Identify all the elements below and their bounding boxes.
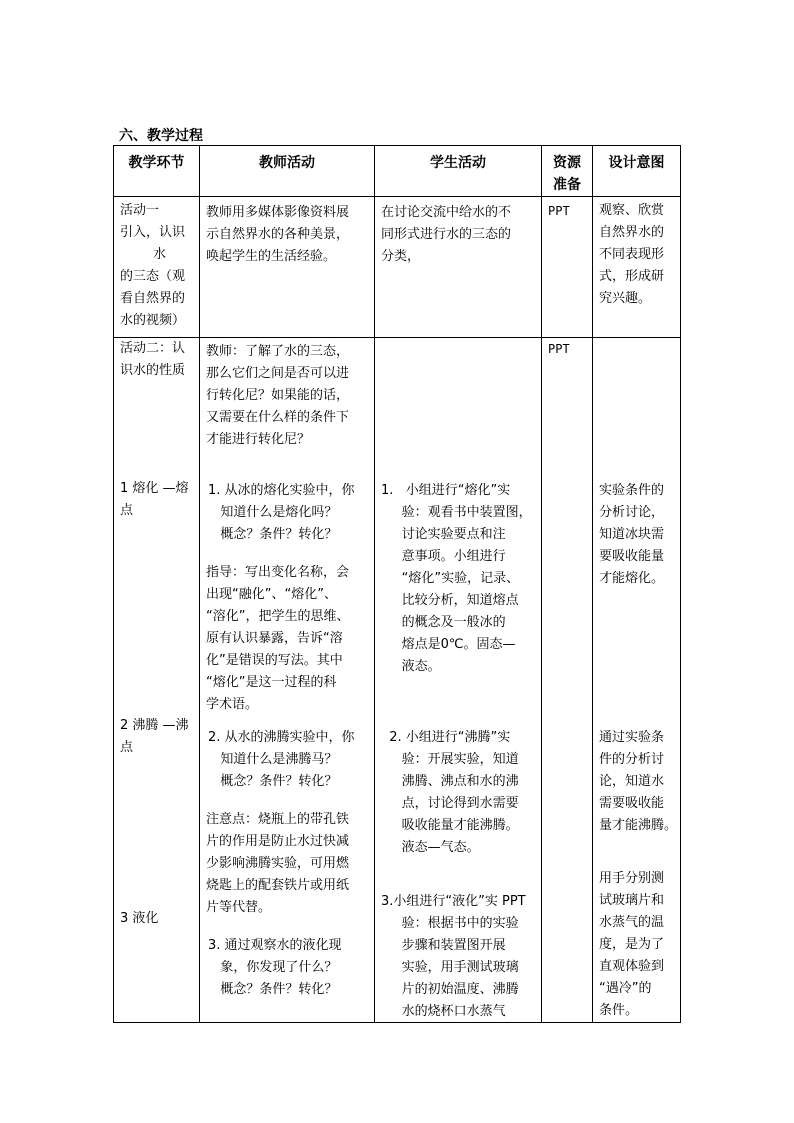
activity-1-row: [114, 197, 681, 338]
row2-student-melting: 1. 小组进行“熔化”实 验：观看书中装置图， 讨论实验要点和注 意事项。小组进行 “熔化”实验，记录、 比较分析，知道熔点 的概念及一般冰的 熔点是0℃。固态— 液态。: [381, 483, 532, 674]
activity-2-row: [114, 338, 681, 1023]
row2-teacher-note: 注意点：烧瓶上的带孔铁 片的作用是防止水过快减 少影响沸腾实验，可用燃 烧匙上的配套铁片或用纸 片等代替。: [206, 812, 350, 915]
header-stage: 教学环节: [114, 146, 200, 197]
row2-teacher-melting: 1. 从冰的熔化实验中，你 知道什么是熔化吗？ 概念？条件？转化？: [208, 483, 355, 542]
row2-resource: PPT: [548, 342, 570, 356]
row1-teacher: 教师用多媒体影像资料展 示自然界水的各种美景， 唤起学生的生活经验。: [206, 205, 350, 264]
row2-teacher-boiling: 2. 从水的沸腾实验中，你 知道什么是沸腾马？ 概念？条件？转化？: [208, 730, 355, 789]
row2-stage-melting: 1 熔化 —熔 点: [120, 481, 189, 518]
row2-student-liquefaction: 3.小组进行“液化”实 PPT 验：根据书中的实验 步骤和装置图开展 实验，用手测试玻璃 片的初始温度、沸腾 水的烧杯口水蒸气: [381, 894, 526, 1019]
row2-stage-intro: 活动二：认 识水的性质: [120, 341, 186, 378]
row1-student: 在讨论交流中给水的不 同形式进行水的三态的 分类，: [381, 205, 512, 264]
row2-intent-melting: 实验条件的 分析讨论， 知道冰块需 要吸收能量 才能熔化。: [599, 483, 665, 586]
header-intent: 设计意图: [593, 146, 681, 197]
teaching-process-table: [113, 145, 681, 1023]
row2-student-boiling: 2. 小组进行“沸腾”实 验：开展实验，知道 沸腾、沸点和水的沸 点，讨论得到水需要 吸收能量才能沸腾。 液态—气态。: [389, 730, 519, 855]
header-teacher: 教师活动: [200, 146, 375, 197]
section-title: 六、教学过程: [119, 128, 203, 144]
row1-resource: PPT: [548, 204, 570, 218]
row1-stage: 活动一 引入，认识 水 的三态（观 看自然界的 水的视频）: [120, 203, 186, 328]
row2-teacher-intro: 教师：了解了水的三态， 那么它们之间是否可以进 行转化尼？如果能的话， 又需要在什么样的条件下 才能进行转化尼？: [206, 344, 350, 447]
row2-teacher-guide: 指导：写出变化名称，会 出现“融化”、“熔化”、 “溶化”，把学生的思维、 原有认识暴露，告诉“溶 化”是错误的写法。其中 “熔化”是这一过程的科 学术语。: [206, 565, 350, 712]
row2-stage-boiling: 2 沸腾 —沸 点: [120, 718, 189, 755]
row2-intent-boiling: 通过实验条 件的分析讨 论，知道水 需要吸收能 量才能沸腾。: [599, 730, 678, 833]
row2-teacher-liquefaction: 3. 通过观察水的液化现 象，你发现了什么？ 概念？条件？转化？: [208, 938, 342, 997]
row2-intent-liquefaction: 用手分别测 试玻璃片和 水蒸气的温 度，是为了 直观体验到 “遇冷”的 条件。: [599, 871, 665, 1018]
header-resource: 资源 准备: [542, 146, 593, 197]
row1-intent: 观察、欣赏 自然界水的 不同表现形 式，形成研 究兴趣。: [599, 203, 665, 306]
header-student: 学生活动: [375, 146, 542, 197]
header-row: [114, 146, 681, 197]
row2-stage-liquefaction: 3 液化: [120, 911, 159, 926]
